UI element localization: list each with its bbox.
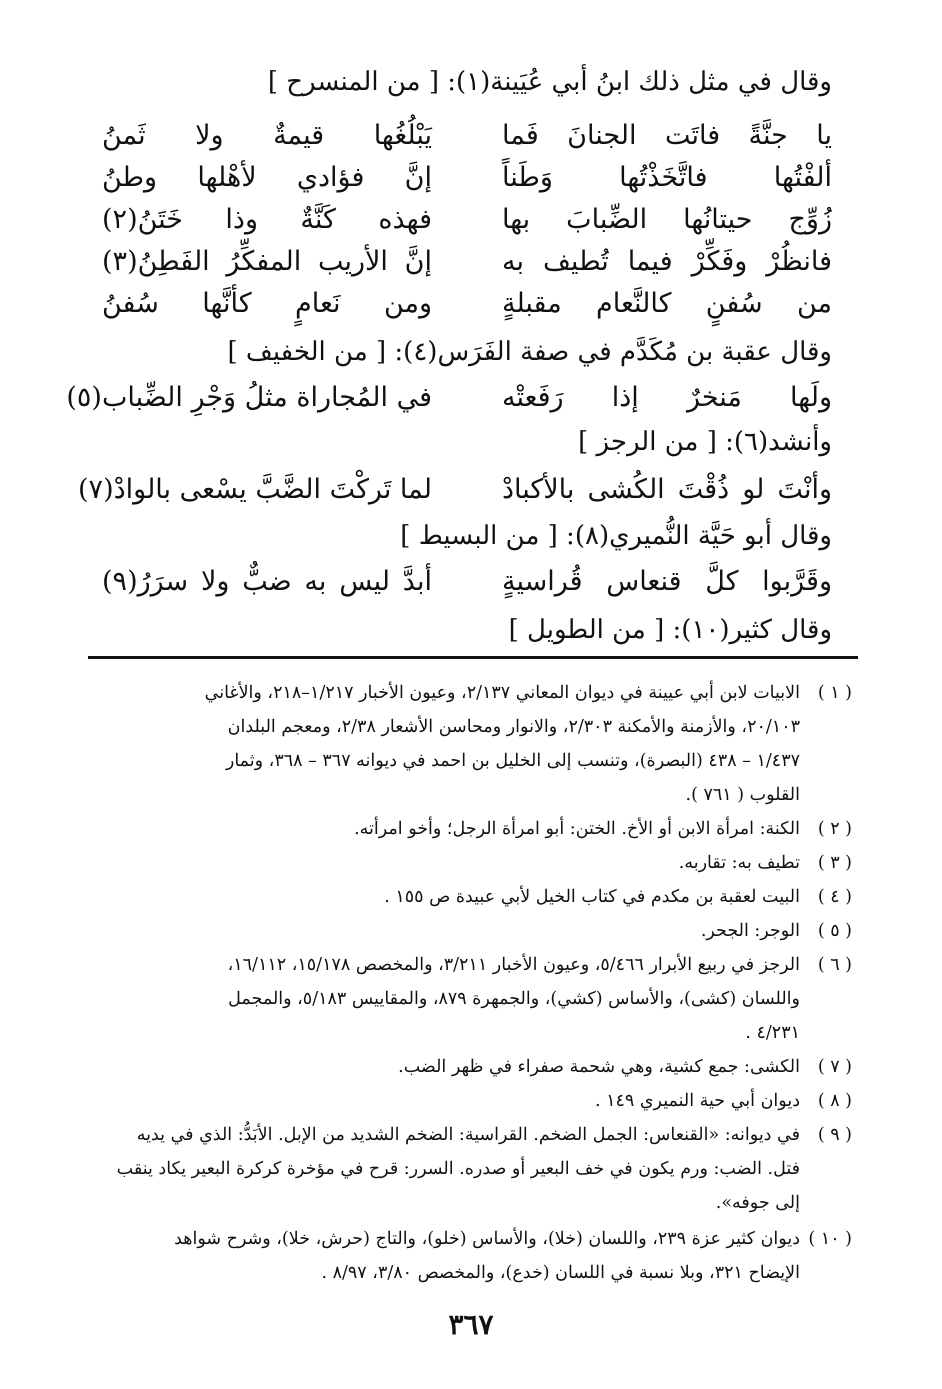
footnote-3 <box>82 846 852 880</box>
verse-line-4 <box>102 242 832 282</box>
footnote-2 <box>82 812 852 846</box>
footnote-number: ( ١ ) <box>817 683 852 703</box>
footnote-line: إلى جوفه». <box>715 1193 800 1213</box>
footnote-7 <box>82 1050 852 1084</box>
footnote-line: الكشى: جمع كشية، وهي شحمة صفراء في ظهر الضب. <box>398 1057 800 1077</box>
verse-hemistich-right: من سُفنٍ كالنَّعام مقبلةٍ <box>502 288 832 319</box>
footnote-line: ديوان أبي حية النميري ١٤٩ . <box>594 1091 800 1111</box>
footnote-line: واللسان (كشى)، والأساس (كشي)، والجمهرة ٨٧٩، والمقاييس ٥/١٨٣، والمجمل <box>228 989 800 1009</box>
footnote-line: الوجر: الجحر. <box>700 921 800 941</box>
footnote-1 <box>82 676 852 812</box>
intro-line-3: وأنشد(٦): [ من الرجز ] <box>578 427 832 457</box>
verse-line-1 <box>102 116 832 156</box>
page-number: ٣٦٧ <box>448 1308 494 1341</box>
footnote-number: ( ٢ ) <box>817 819 852 839</box>
footnote-line: الرجز في ربيع الأبرار ٥/٤٦٦، وعيون الأخبار ٣/٢١١، والمخصص ١٥/١٧٨، ١٦/١١٢، <box>227 955 800 975</box>
footnote-line: ٤/٢٣١ . <box>745 1023 800 1043</box>
footnote-10 <box>82 1222 852 1290</box>
verse-hemistich-right: زُوِّج حيتانُها الضِّبابَ بها <box>502 204 832 235</box>
footnote-4 <box>82 880 852 914</box>
verse-hemistich-left: في المُجاراة مثلُ وَجْرِ الضِّباب(٥) <box>66 382 432 413</box>
verse-line-6 <box>66 378 832 418</box>
verse-hemistich-right: يا جنَّةً فاتَت الجنانَ فَما <box>502 120 832 151</box>
verse-hemistich-right: وقَرَّبوا كلَّ قنعاس قُراسيةٍ <box>502 566 832 597</box>
footnote-6 <box>82 948 852 1050</box>
verse-hemistich-right: وأنْتَ لو ذُقْتَ الكُشى بالأكبادْ <box>502 474 832 505</box>
footnote-number: ( ٧ ) <box>817 1057 852 1077</box>
verse-hemistich-right: فانظُرْ وفَكِّرْ فيما تُطيف به <box>502 246 832 277</box>
verse-hemistich-right: ولَها مَنخرٌ إذا رَفَعتْه <box>502 382 832 413</box>
footnote-line: القلوب ( ٧٦١ ). <box>685 785 800 805</box>
footnote-line: الابيات لابن أبي عيينة في ديوان المعاني ٢/١٣٧، وعيون الأخبار ١/٢١٧–٢١٨، والأغاني <box>204 683 800 703</box>
verse-line-8 <box>102 562 832 602</box>
footnote-8 <box>82 1084 852 1118</box>
footnote-number: ( ١٠ ) <box>808 1229 852 1249</box>
intro-line-2: وقال عقبة بن مُكَدَّم في صفة الفَرَس(٤): [ من الخفيف ] <box>227 337 832 367</box>
footnote-line: البيت لعقبة بن مكدم في كتاب الخيل لأبي عبيدة ص ١٥٥ . <box>384 887 800 907</box>
verse-line-7 <box>78 470 832 510</box>
footnote-line: تطيف به: تقاربه. <box>678 853 800 873</box>
footnote-line: ١/٤٣٧ – ٤٣٨ (البصرة)، وتنسب إلى الخليل بن احمد في ديوانه ٣٦٧ – ٣٦٨، وثمار <box>225 751 800 771</box>
footnote-line: الكنة: امرأة الابن أو الأخ. الختن: أبو امرأة الرجل؛ وأخو امرأته. <box>354 819 800 839</box>
verse-line-2 <box>102 158 832 198</box>
footnote-number: ( ٣ ) <box>817 853 852 873</box>
footnote-number: ( ٦ ) <box>817 955 852 975</box>
verse-hemistich-right: ألفْتُها فاتَّخَذْتُها وَطَناً <box>502 162 832 193</box>
footnote-number: ( ٥ ) <box>817 921 852 941</box>
footnote-line: في ديوانه: «القنعاس: الجمل الضخم. القراسية: الضخم الشديد من الإبل. الأبَدُّ: الذي في يديه <box>136 1125 800 1145</box>
footnote-line: الإيضاح ٣٢١، وبلا نسبة في اللسان (خدع)، والمخصص ٣/٨٠، ٨/٩٧ . <box>321 1263 800 1283</box>
footnote-5 <box>82 914 852 948</box>
intro-line-5: وقال كثير(١٠): [ من الطويل ] <box>508 615 832 645</box>
verse-line-5 <box>102 284 832 324</box>
verse-hemistich-left: أبدَّ ليس به ضبٌّ ولا سرَرُ(٩) <box>102 566 432 597</box>
intro-line-4: وقال أبو حَيَّة النُّميري(٨): [ من البسيط ] <box>400 521 832 551</box>
footnote-9 <box>82 1118 852 1220</box>
verse-hemistich-left: لما تَركْتَ الضَّبَّ يسْعى بالوادْ(٧) <box>78 474 432 505</box>
intro-line-1: وقال في مثل ذلك ابنُ أبي عُيَينة(١): [ من المنسرح ] <box>267 67 832 97</box>
footnote-number: ( ٩ ) <box>817 1125 852 1145</box>
verse-hemistich-left: يَبْلُغُها قيمةٌ ولا ثَمنُ <box>102 120 432 151</box>
footnote-separator <box>88 656 858 659</box>
verse-hemistich-left: فهذه كَنَّةٌ وذا خَتَنُ(٢) <box>102 204 432 235</box>
footnote-line: فتل. الضب: ورم يكون في خف البعير أو صدره. السرر: قرح في مؤخرة كركرة البعير يكاد ينقب <box>116 1159 800 1179</box>
footnote-line: ديوان كثير عزة ٢٣٩، واللسان (خلا)، والأساس (خلو)، والتاج (حرش، خلا)، وشرح شواهد <box>174 1229 800 1249</box>
footnote-number: ( ٨ ) <box>817 1091 852 1111</box>
verse-line-3 <box>102 200 832 240</box>
verse-hemistich-left: إنَّ الأريب المفكِّرُ الفَطِنُ(٣) <box>102 246 432 277</box>
footnote-line: ٢٠/١٠٣، والأزمنة والأمكنة ٢/٣٠٣، والانوار ومحاسن الأشعار ٢/٣٨، ومعجم البلدان <box>227 717 800 737</box>
verse-hemistich-left: ومن نَعامٍ كأنَّها سُفنُ <box>102 288 432 319</box>
footnote-number: ( ٤ ) <box>817 887 852 907</box>
verse-hemistich-left: إنَّ فؤادي لأهْلها وطنُ <box>102 162 432 193</box>
